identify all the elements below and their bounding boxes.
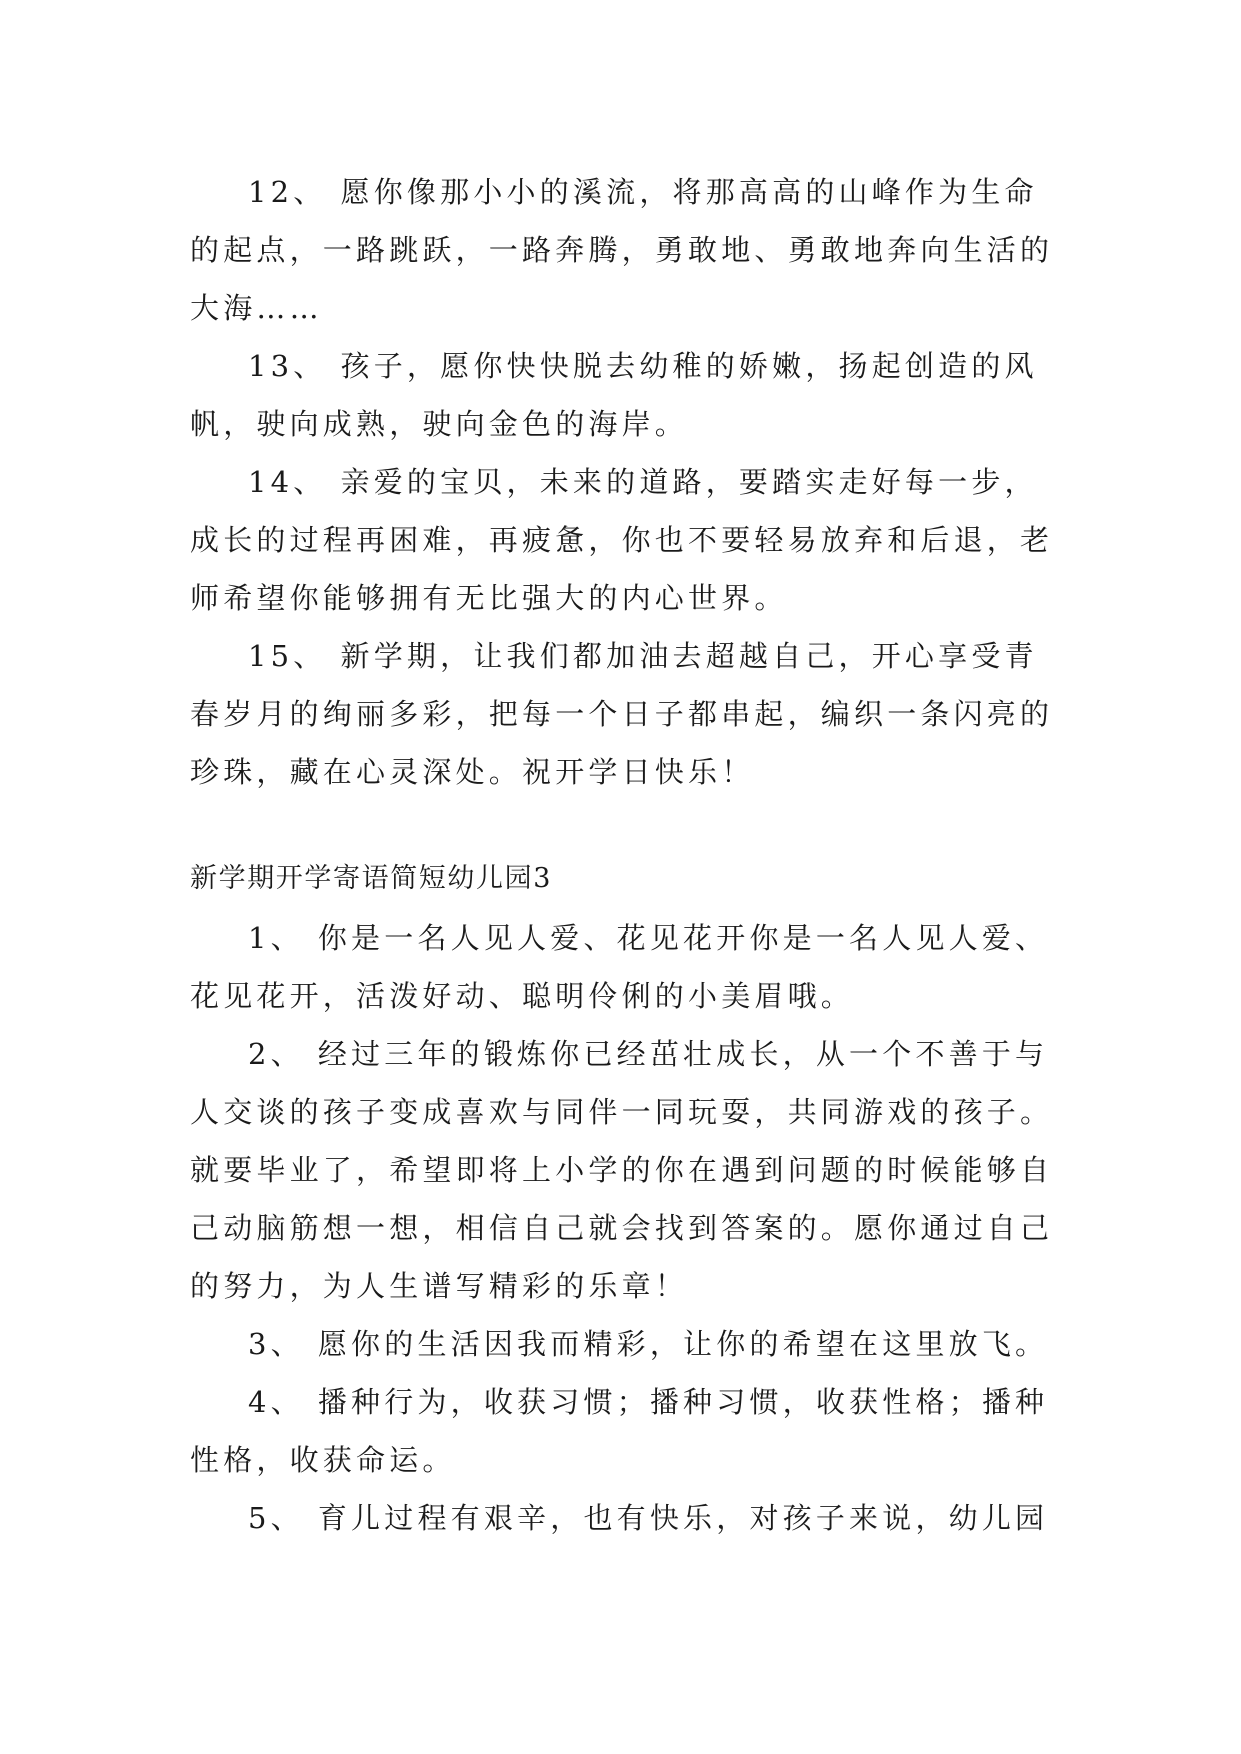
item-number: 1、 <box>248 921 304 955</box>
item-number: 13、 <box>248 349 327 383</box>
item-text: 经过三年的锻炼你已经茁壮成长，从一个不善于与人交谈的孩子变成喜欢与同伴一同玩耍，共同游戏的孩子。就要毕业了，希望即将上小学的你在遇到问题的时候能够自己动脑筋想一想，相信自己就会找到答案的。愿你通过自己的努力，为人生谱写精彩的乐章！ <box>190 1037 1054 1303</box>
list-item <box>190 1373 1066 1489</box>
item-number: 2、 <box>248 1037 304 1071</box>
list-item <box>190 1489 1066 1547</box>
item-text: 你是一名人见人爱、花见花开你是一名人见人爱、花见花开，活泼好动、聪明伶俐的小美眉哦。 <box>190 921 1049 1013</box>
item-text: 播种行为，收获习惯；播种习惯，收获性格；播种性格，收获命运。 <box>190 1385 1049 1477</box>
list-item <box>190 453 1066 627</box>
item-number: 12、 <box>248 175 327 209</box>
list-item <box>190 1315 1066 1373</box>
item-number: 14、 <box>248 465 327 499</box>
item-number: 4、 <box>248 1385 304 1419</box>
list-item <box>190 163 1066 337</box>
list-item <box>190 627 1066 801</box>
item-number: 5、 <box>248 1501 304 1535</box>
item-number: 15、 <box>248 639 327 673</box>
item-text: 亲爱的宝贝，未来的道路，要踏实走好每一步，成长的过程再困难，再疲惫，你也不要轻易放弃和后退，老师希望你能够拥有无比强大的内心世界。 <box>190 465 1054 615</box>
item-text: 愿你的生活因我而精彩，让你的希望在这里放飞。 <box>317 1327 1049 1361</box>
section-title: 新学期开学寄语简短幼儿园3 <box>190 863 552 894</box>
list-item <box>190 909 1066 1025</box>
item-number: 3、 <box>248 1327 304 1361</box>
item-text: 育儿过程有艰辛，也有快乐，对孩子来说，幼儿园 <box>317 1501 1049 1535</box>
list-item <box>190 337 1066 453</box>
item-text: 孩子，愿你快快脱去幼稚的娇嫩，扬起创造的风帆，驶向成熟，驶向金色的海岸。 <box>190 349 1038 441</box>
item-text: 新学期，让我们都加油去超越自己，开心享受青春岁月的绚丽多彩，把每一个日子都串起，编织一条闪亮的珍珠，藏在心灵深处。祝开学日快乐！ <box>190 639 1054 789</box>
list-item <box>190 1025 1066 1315</box>
item-text: 愿你像那小小的溪流，将那高高的山峰作为生命的起点，一路跳跃，一路奔腾，勇敢地、勇敢地奔向生活的大海…… <box>190 175 1054 325</box>
